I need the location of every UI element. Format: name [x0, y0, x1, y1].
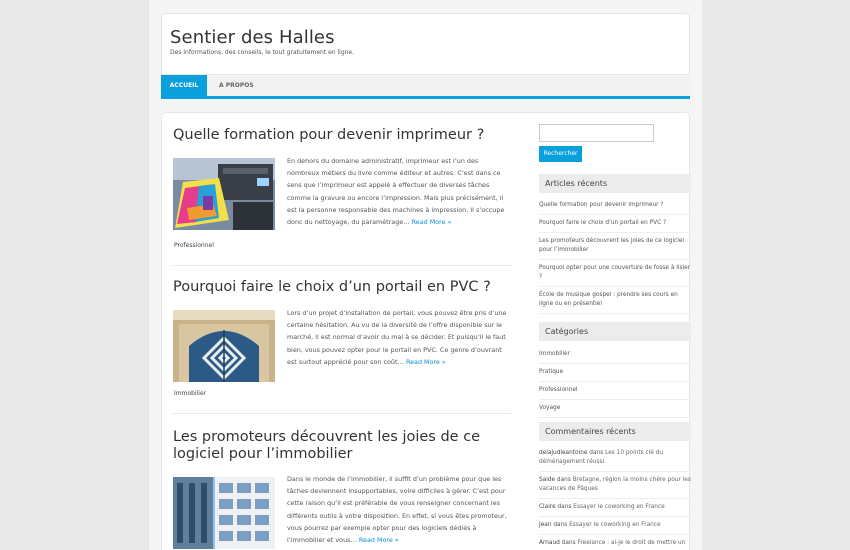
- comment-author[interactable]: Claire: [539, 504, 556, 510]
- recent-comments-list: [539, 445, 691, 550]
- post-title[interactable]: Quelle formation pour devenir imprimeur ?: [173, 127, 485, 143]
- comment-item: [539, 499, 691, 517]
- category-link[interactable]: Pratique: [539, 364, 691, 382]
- post-title[interactable]: Les promoteurs découvrent les joies de ce logiciel pour l’immobilier: [173, 429, 481, 462]
- post-thumbnail-building[interactable]: [173, 477, 275, 549]
- post-excerpt: En dehors du domaine administratif, imprimeur est l’un des nombreux métiers du livre comme éditeur et autres. C’est dans ce sens que l’imprimeur est appelé à effectuer de diverses tâches comme la gravure ou encore l’impression. Mais plus précisément, il est la personne responsable des machines à impression. Il s’occupe donc du nettoyage, du paramétrage… Read More »: [287, 157, 505, 227]
- comment-author[interactable]: Saide: [539, 477, 556, 483]
- nav-item-accueil[interactable]: ACCUEIL: [161, 75, 207, 97]
- comment-separator: dans: [551, 522, 570, 528]
- post-thumbnail-gate[interactable]: [173, 310, 275, 382]
- recent-posts-list: [539, 197, 691, 314]
- category-link[interactable]: Voyage: [539, 400, 691, 418]
- post-divider: [173, 413, 511, 414]
- widget-title-categories: Catégories: [539, 322, 691, 341]
- post-title[interactable]: Pourquoi faire le choix d’un portail en PVC ?: [173, 279, 491, 295]
- post-divider: [173, 265, 511, 266]
- main-nav: [161, 74, 690, 99]
- widget-title-recent-posts: Articles récents: [539, 174, 691, 193]
- post-thumbnail-printer[interactable]: [173, 158, 275, 230]
- comment-item: [539, 445, 691, 472]
- post: [173, 279, 511, 397]
- comment-item: [539, 472, 691, 499]
- post-excerpt: Dans le monde de l’immobilier, il suffit d’un problème pour que les tâches deviennent insupportables, voire difficiles à gérer. C’est pour cette raison qu’il est préférable de vous renseigner concernant les différents outils à votre disposition. En effet, si vous êtes promoteur, vous pourrez par exemple opter pour des logiciels dédiés à l’immobilier et vous… Read More »: [287, 475, 507, 545]
- category-link[interactable]: Professionnel: [539, 382, 691, 400]
- comment-separator: dans: [555, 504, 574, 510]
- comment-post-link[interactable]: Les 10 points clé du déménagement réussi.: [539, 450, 664, 465]
- post: [173, 127, 511, 249]
- site-description: Des informations, des conseils, le tout gratuitement en ligne.: [170, 49, 355, 56]
- categories-list: [539, 346, 691, 418]
- read-more-link[interactable]: Read More »: [405, 357, 446, 366]
- content-area: [161, 112, 690, 550]
- comment-post-link[interactable]: Essayer le coworking en France: [573, 504, 665, 510]
- post: [173, 429, 511, 545]
- recent-post-link[interactable]: Quelle formation pour devenir imprimeur ?: [539, 197, 691, 215]
- read-more-link[interactable]: Read More »: [358, 536, 399, 545]
- comment-item: [539, 517, 691, 535]
- comment-separator: dans: [555, 477, 573, 483]
- search-button[interactable]: Rechercher: [539, 146, 582, 162]
- read-more-link[interactable]: Read More »: [411, 218, 452, 227]
- category-link[interactable]: Immobilier: [539, 346, 691, 364]
- comment-author[interactable]: Arnaud: [539, 540, 560, 546]
- site-title[interactable]: Sentier des Halles: [170, 27, 335, 48]
- post-category[interactable]: Professionnel: [174, 242, 214, 249]
- comment-post-link[interactable]: Bretagne, région la moins chère pour les vacances de Pâques: [539, 477, 691, 492]
- comment-author[interactable]: delajudleantoine: [539, 450, 588, 456]
- comment-item: [539, 535, 691, 550]
- recent-post-link[interactable]: Pourquoi faire le choix d’un portail en PVC ?: [539, 215, 691, 233]
- comment-post-link[interactable]: Freelance : ai-je le droit de mettre un: [577, 540, 686, 546]
- recent-post-link[interactable]: École de musique gospel : prendre ses cours en ligne ou en présentiel: [539, 287, 691, 314]
- comment-post-link[interactable]: Essayer le coworking en France: [569, 522, 661, 528]
- search-input[interactable]: [539, 124, 654, 142]
- recent-post-link[interactable]: Pourquoi opter pour une couverture de fosse à lisier ?: [539, 260, 691, 287]
- page: [149, 0, 702, 550]
- post-excerpt: Lors d’un projet d’installation de portail, vous pouvez être pris d’une certaine hésitation. Au vu de la diversité de l’offre disponible sur le marché, il est normal d’avoir du mal à se décider. Et puisqu’il le faut bien, vous pouvez opter pour le portail en PVC. Ce genre d’ouvrant est surtout apprécié pour son coût… Read More »: [287, 309, 507, 366]
- recent-post-link[interactable]: Les promoteurs découvrent les joies de ce logiciel pour l’immobilier: [539, 233, 691, 260]
- widget-title-recent-comments: Commentaires récents: [539, 422, 691, 441]
- comment-separator: dans: [559, 540, 578, 546]
- comment-author[interactable]: Jean: [539, 522, 552, 528]
- nav-item-a-propos[interactable]: A PROPOS: [219, 82, 254, 89]
- post-category[interactable]: Immobilier: [174, 390, 207, 397]
- comment-separator: dans: [587, 450, 606, 456]
